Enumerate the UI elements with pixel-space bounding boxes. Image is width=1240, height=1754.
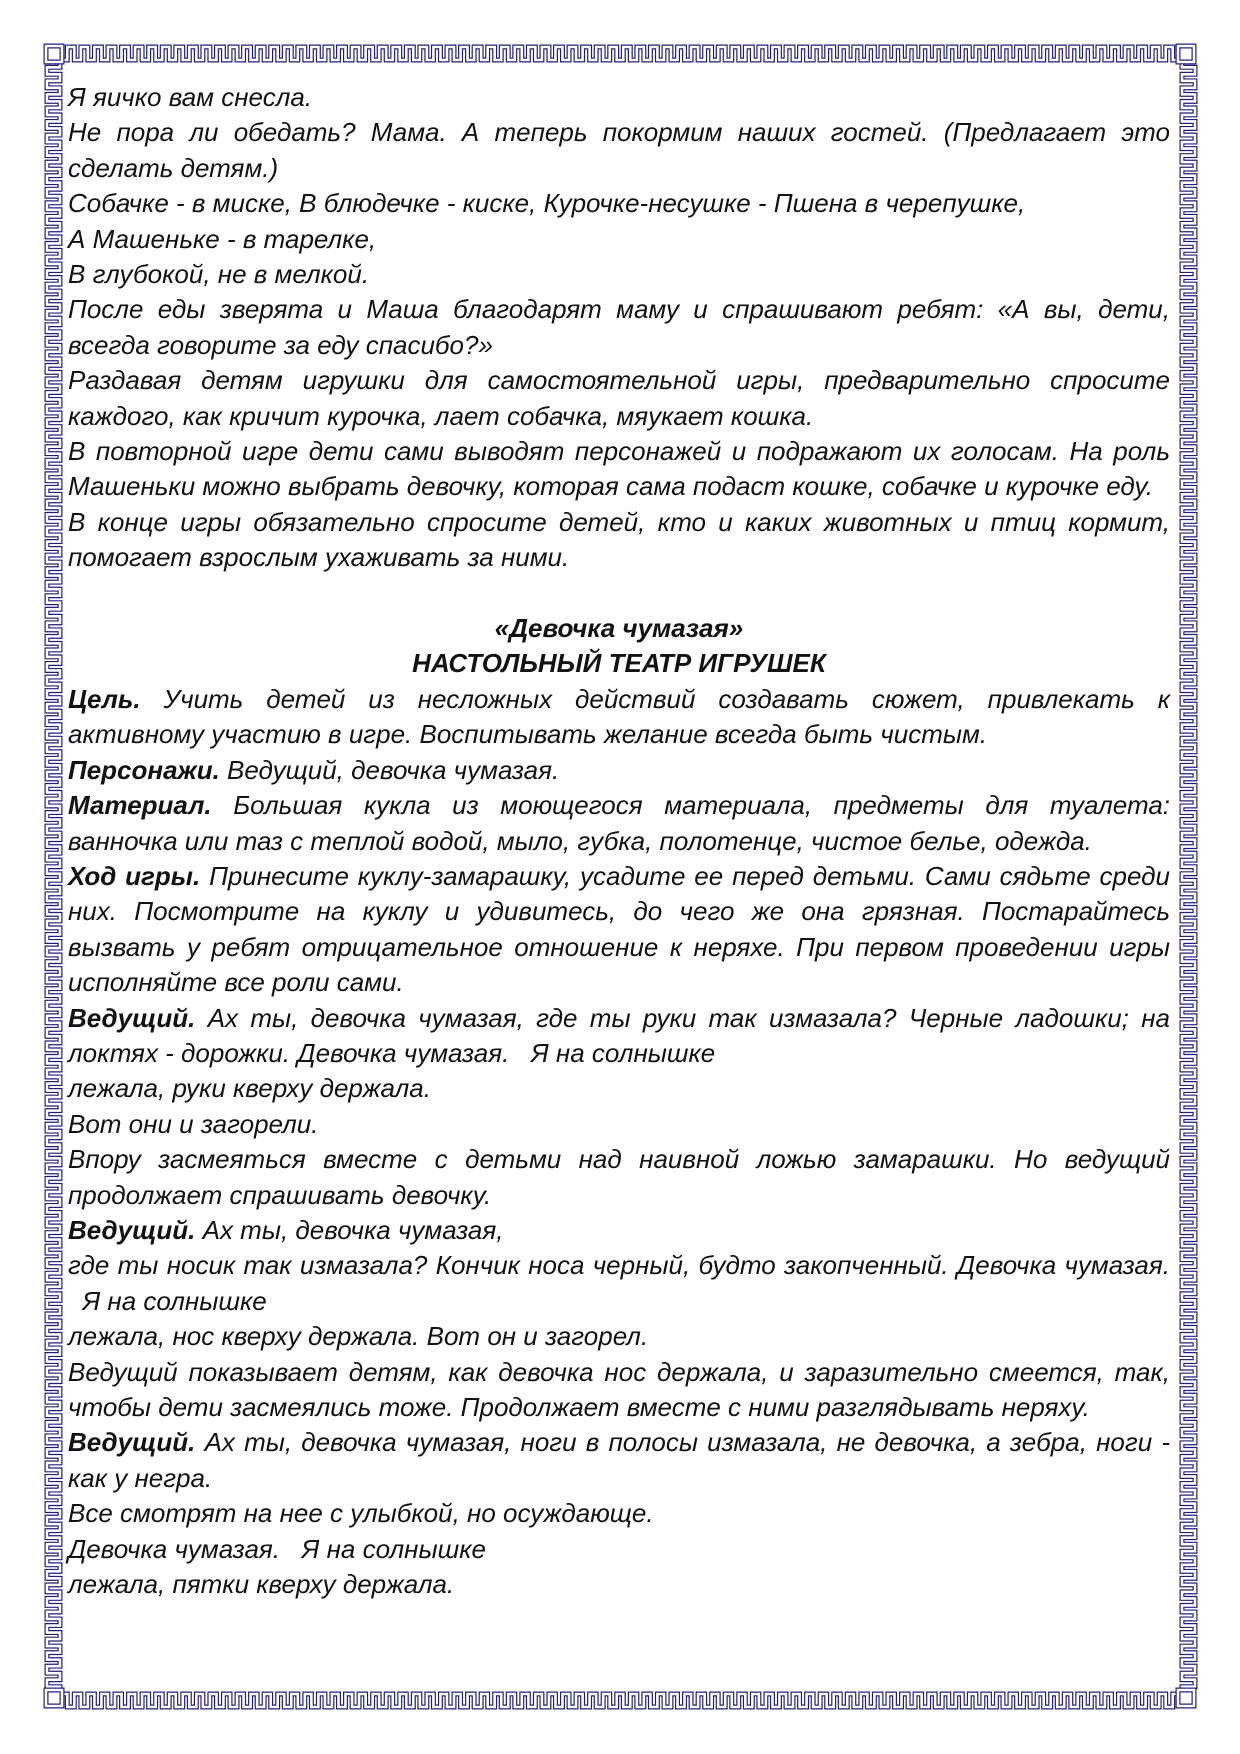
- paragraph-lead: Цель.: [68, 683, 141, 714]
- paragraph: Ведущий. Ах ты, девочка чумазая,: [68, 1214, 504, 1245]
- paragraph: Собачке - в миске, В блюдечке - киске, Курочке-несушке - Пшена в черепушке,: [68, 188, 1026, 219]
- paragraph: После еды зверята и Маша благодарят маму и спрашивают ребят: «А вы, дети, всегда говорите за еду спасибо?»: [68, 294, 1170, 360]
- paragraph: Ведущий. Ах ты, девочка чумазая, ноги в полосы измазала, не девочка, а зебра, ноги - как у негра.: [68, 1427, 1170, 1493]
- blank-line: [68, 576, 1170, 611]
- paragraph-lead: Персонажи.: [68, 754, 220, 785]
- paragraph-lead: Ход игры.: [68, 860, 201, 891]
- document-content: [68, 80, 1170, 1602]
- paragraph: Все смотрят на нее с улыбкой, но осуждающе.: [68, 1498, 654, 1529]
- paragraph: Ход игры. Принесите куклу-замарашку, усадите ее перед детьми. Сами сядьте среди них. Посмотрите на куклу и удивитесь, до чего же она грязная. Постарайтесь вызвать у ребят отрицательное отношение к неряхе. При первом проведении игры исполняйте все роли сами.: [68, 860, 1170, 998]
- paragraph: Цель. Учить детей из несложных действий создавать сюжет, привлекать к активному участию в игре. Воспитывать желание всегда быть чистым.: [68, 683, 1170, 750]
- paragraph: лежала, нос кверху держала. Вот он и загорел.: [68, 1321, 649, 1352]
- paragraph-lead: Материал.: [68, 790, 212, 821]
- paragraph: Вот они и загорели.: [68, 1108, 319, 1139]
- paragraph: Не пора ли обедать? Мама. А теперь покормим наших гостей. (Предлагает это сделать детям.): [68, 117, 1170, 183]
- paragraph: лежала, руки кверху держала.: [68, 1073, 431, 1104]
- border-corner: [1178, 46, 1194, 62]
- paragraph: Персонажи. Ведущий, девочка чумазая.: [68, 754, 560, 785]
- paragraph: В конце игры обязательно спросите детей, кто и каких животных и птиц кормит, помогает взрослым ухаживать за ними.: [68, 506, 1170, 573]
- border-corner: [46, 46, 62, 62]
- paragraph: Впору засмеяться вместе с детьми над наивной ложью замарашки. Но ведущий продолжает спрашивать девочку.: [68, 1144, 1170, 1210]
- paragraph: Ведущий показывает детям, как девочка нос держала, и заразительно смеется, так, чтобы дети засмеялись тоже. Продолжает вместе с ними разглядывать неряху.: [68, 1356, 1170, 1423]
- paragraph: В глубокой, не в мелкой.: [68, 259, 370, 290]
- border-corner: [1178, 1690, 1194, 1706]
- border-corner: [46, 1690, 62, 1706]
- paragraph: Девочка чумазая. Я на солнышке: [68, 1533, 486, 1564]
- border-left: [47, 64, 60, 1690]
- paragraph: Материал. Большая кукла из моющегося материала, предметы для туалета: ванночка или таз с теплой водой, мыло, губка, полотенце, чистое белье, одежда.: [68, 790, 1170, 856]
- paragraph: Раздавая детям игрушки для самостоятельной игры, предварительно спросите каждого, как кричит курочка, лает собачка, мяукает кошка.: [68, 365, 1170, 431]
- paragraph-lead: Ведущий.: [68, 1214, 196, 1245]
- section-title: НАСТОЛЬНЫЙ ТЕАТР ИГРУШЕК: [412, 648, 826, 679]
- paragraph: Ведущий. Ах ты, девочка чумазая, где ты руки так измазала? Черные ладошки; на локтях - дорожки. Девочка чумазая. Я на солнышке: [68, 1002, 1170, 1068]
- paragraph: где ты носик так измазала? Кончик носа черный, будто закопченный. Девочка чумазая. Я на солнышке: [68, 1250, 1170, 1316]
- paragraph: В повторной игре дети сами выводят персонажей и подражают их голосам. На роль Машеньки можно выбрать девочку, которая сама подаст кошке, собачке и курочке еду.: [68, 436, 1170, 502]
- paragraph-lead: Ведущий.: [68, 1427, 196, 1458]
- paragraph-lead: Ведущий.: [68, 1002, 196, 1033]
- section-title: «Девочка чумазая»: [494, 613, 744, 644]
- paragraph: лежала, пятки кверху держала.: [68, 1569, 455, 1600]
- border-right: [1182, 64, 1195, 1690]
- paragraph: А Машеньке - в тарелке,: [68, 223, 377, 254]
- paragraph: Я яичко вам снесла.: [68, 82, 313, 112]
